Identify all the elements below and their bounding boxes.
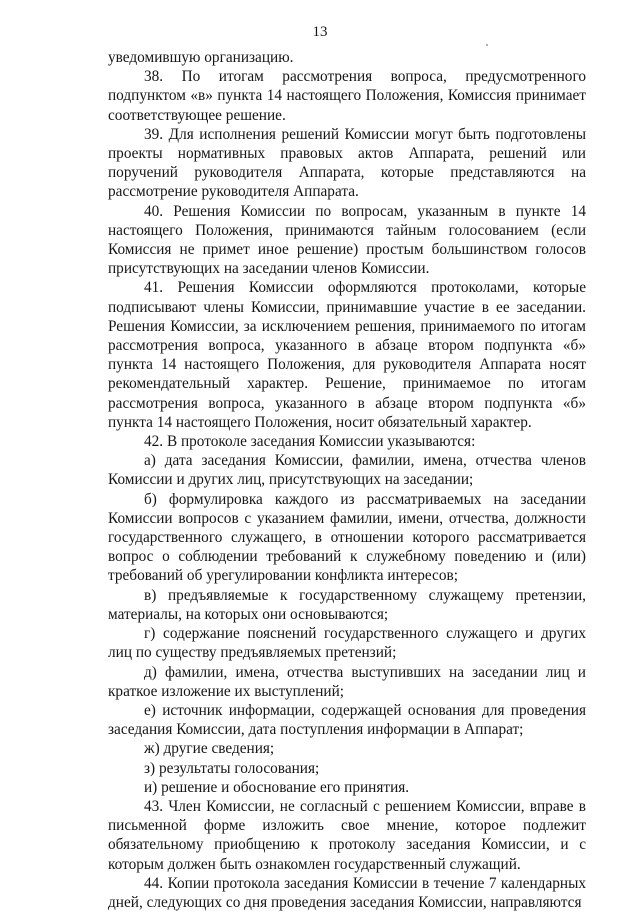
scan-artifact [486,44,488,46]
document-body [108,48,586,912]
paragraph-40: 40. Решения Комиссии по вопросам, указанным в пункте 14 настоящего Положения, принимаются тайным голосованием (если Комиссия не примет иное решение) простым большинством голосов присутствующих на заседании членов Комиссии. [108,202,586,278]
list-item-b: б) формулировка каждого из рассматриваемых на заседании Комиссии вопросов с указанием фамилии, имени, отчества, должности государственного служащего, в отношении которого рассматривается вопрос о соблюдении требований к служебному поведению и (или) требований об урегулировании конфликта интересов; [108,490,586,585]
list-item-v: в) предъявляемые к государственному служащему претензии, материалы, на которых они основываются; [108,586,586,623]
list-item-g: г) содержание пояснений государственного служащего и других лиц по существу предъявляемых претензий; [108,625,586,662]
paragraph-44: 44. Копии протокола заседания Комиссии в течение 7 календарных дней, следующих со дня проведения заседания Комиссии, направляются [108,874,586,911]
list-item-a: а) дата заседания Комиссии, фамилии, имена, отчества членов Комиссии и других лиц, присутствующих на заседании; [108,452,586,489]
paragraph-38: 38. По итогам рассмотрения вопроса, предусмотренного подпунктом «в» пункта 14 настоящего Положения, Комиссия принимает соответствующее решение. [108,68,586,124]
list-item-i: и) решение и обоснование его принятия. [144,778,410,796]
paragraph-42: 42. В протоколе заседания Комиссии указываются: [144,433,476,451]
list-item-z: з) результаты голосования; [144,759,320,777]
paragraph-39: 39. Для исполнения решений Комиссии могут быть подготовлены проекты нормативных правовых актов Аппарата, решений или поручений руководителя Аппарата, которые представляются на рассмотрение руководителя Аппарата. [108,125,586,201]
list-item-d: д) фамилии, имена, отчества выступивших на заседании лиц и краткое изложение их выступлений; [108,663,586,700]
list-item-e: е) источник информации, содержащей основания для проведения заседания Комиссии, дата поступления информации в Аппарат; [108,701,586,739]
paragraph-continuation: уведомившую организацию. [108,49,294,66]
page-number: 13 [312,24,328,40]
list-item-zh: ж) другие сведения; [144,740,275,758]
paragraph-41: 41. Решения Комиссии оформляются протоколами, которые подписывают члены Комиссии, принимавшие участие в ее заседании. Решения Комиссии, за исключением решения, принимаемого по итогам рассмотрения вопроса, указанного в абзаце втором подпункта «б» пункта 14 настоящего Положения, для руководителя Аппарата носят рекомендательный характер. Решение, принимаемое по итогам рассмотрения вопроса, указанного в абзаце втором подпункта «б» пункта 14 настоящего Положения, носит обязательный характер. [108,279,586,431]
paragraph-43: 43. Член Комиссии, не согласный с решением Комиссии, вправе в письменной форме изложить свое мнение, которое подлежит обязательному приобщению к протоколу заседания Комиссии, и с которым должен быть ознакомлен государственный служащий. [108,797,586,873]
